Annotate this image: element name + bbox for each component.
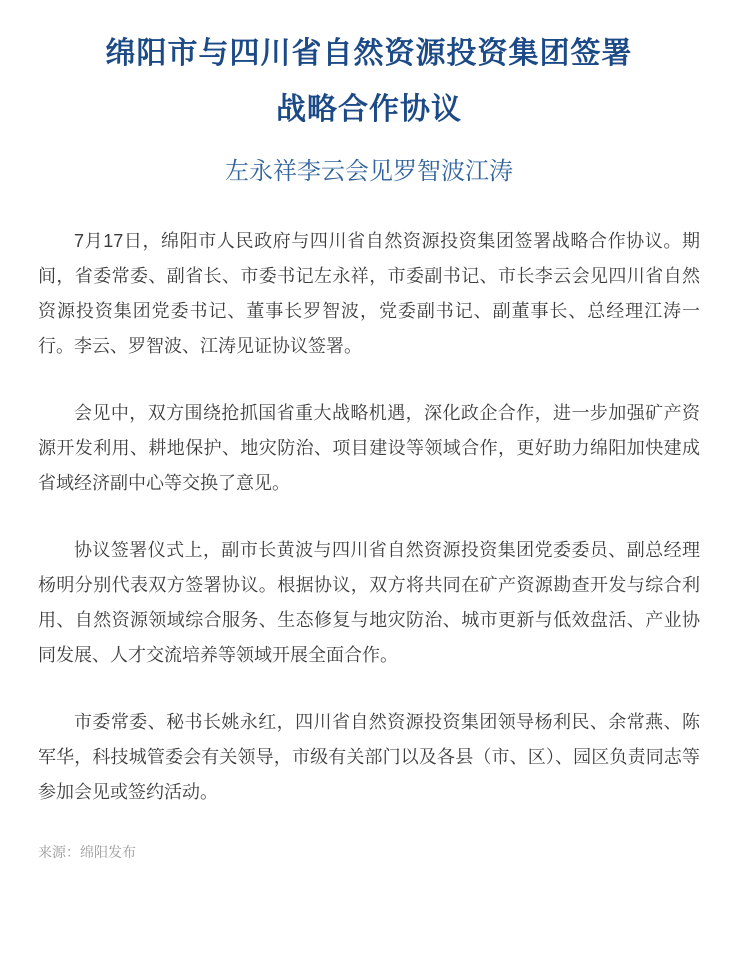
article-title-line-1: 绵阳市与四川省自然资源投资集团签署 [105, 37, 633, 70]
article-subtitle: 左永祥李云会见罗智波江涛 [225, 159, 513, 185]
article-body [38, 224, 700, 810]
source-label: 来源：绵阳发布 [38, 844, 136, 860]
article-title-line-2: 战略合作协议 [276, 93, 462, 126]
article-title [38, 26, 700, 138]
article-paragraph-1: 7月17日，绵阳市人民政府与四川省自然资源投资集团签署战略合作协议。期间，省委常委、副省长、市委书记左永祥，市委副书记、市长李云会见四川省自然资源投资集团党委书记、董事长罗智波，党委副书记、副董事长、总经理江涛一行。李云、罗智波、江涛见证协议签署。 [38, 231, 700, 356]
article-paragraph-4: 市委常委、秘书长姚永红，四川省自然资源投资集团领导杨利民、余常燕、陈军华，科技城管委会有关领导，市级有关部门以及各县（市、区）、园区负责同志等参加会见或签约活动。 [38, 712, 700, 802]
article-paragraph-3: 协议签署仪式上，副市长黄波与四川省自然资源投资集团党委委员、副总经理杨明分别代表双方签署协议。根据协议，双方将共同在矿产资源勘查开发与综合利用、自然资源领域综合服务、生态修复与地灾防治、城市更新与低效盘活、产业协同发展、人才交流培养等领域开展全面合作。 [38, 540, 700, 665]
article-paragraph-2: 会见中，双方围绕抢抓国省重大战略机遇，深化政企合作，进一步加强矿产资源开发利用、耕地保护、地灾防治、项目建设等领域合作，更好助力绵阳加快建成省域经济副中心等交换了意见。 [38, 403, 700, 493]
